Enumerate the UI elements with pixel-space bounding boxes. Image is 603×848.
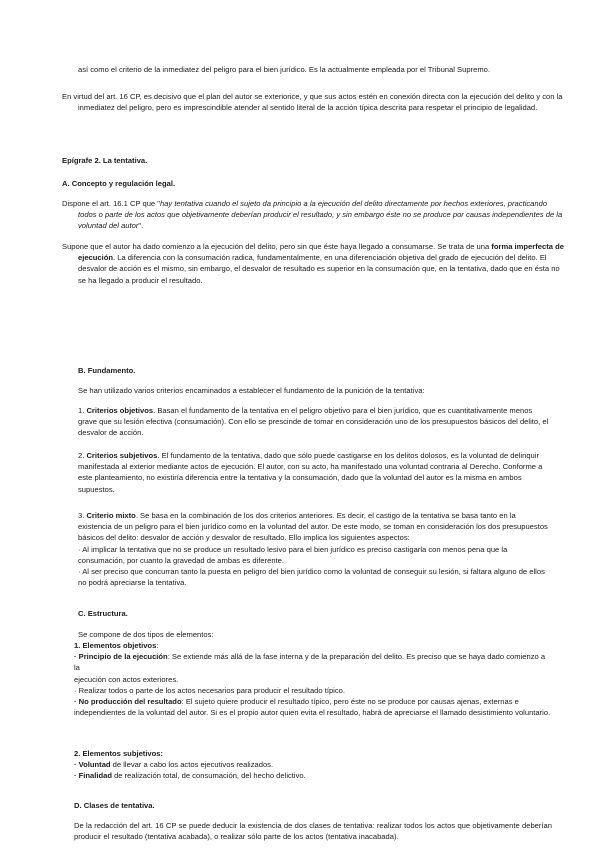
heading-estructura-text: C. Estructura.	[78, 609, 128, 618]
paragraph-clases	[74, 820, 552, 842]
no-produccion-resultado: · No producción del resultado: El sujeto quiere producir el resultado típico, pero éste no se produce por causas ajenas, externas e independientes de la voluntad del autor. Si es el propio autor quien evita el resultado, habrá de apreciarse el llamado desistimiento voluntario.	[74, 697, 551, 718]
criterio-subjetivo-text: . El fundamento de la tentativa, dado que sólo puede castigarse en los delitos dolosos, es la voluntad de delinquir manifestada al exterior mediante actos de ejecución. El autor, con su acto, ha manifestado una voluntad contraria al Derecho. Conforme a este planteamiento, no existiría diferencia entre la tentativa y la consumación, dado que la voluntad del autor es la misma en ambos supuestos.	[78, 451, 543, 494]
heading-concepto-text: A. Concepto y regulación legal.	[62, 179, 176, 188]
criterio-mixto-num: 3.	[78, 511, 87, 520]
dispone-quote: hay tentativa cuando el sujeto da principio a la ejecución del delito directamente por hechos exteriores, practicando todos o parte de los actos que objetivamente deberían producir el resultado, y sin embargo éste no se produce por causas independientes de la voluntad del autor	[78, 199, 563, 231]
criterio-objetivo-text: . Basan el fundamento de la tentativa en el peligro objetivo para el bien jurídico, que es cuantitativamente menos grave que su lesión efectiva (consumación). Con ello se prescinde de tomar en consideración uno de los presupuestos básicos del delito, el desvalor de acción.	[78, 406, 549, 438]
paragraph-criterios-text: Se han utilizado varios criterios encaminados a establecer el fundamento de la punición de la tentativa:	[78, 386, 425, 395]
criterio-mixto-title: Criterio mixto	[86, 511, 136, 520]
heading-epigrafe	[62, 155, 542, 166]
criterio-subjetivo	[78, 450, 550, 495]
elementos-objetivos-title: 1. Elementos objetivos:	[74, 641, 159, 650]
paragraph-supone	[62, 241, 566, 286]
dispone-pre: Dispone el art. 16.1 CP que "	[62, 199, 160, 208]
criterio-objetivo-num: 1.	[78, 406, 87, 415]
criterio-mixto-bullet-2: · Al ser preciso que concurran tanto la puesta en peligro del bien jurídico como la voluntad de conseguir su lesión, si faltara alguno de ellos no podrá apreciarse la tentativa.	[78, 567, 545, 588]
heading-clases	[74, 800, 552, 811]
criterio-objetivo	[78, 405, 550, 439]
heading-epigrafe-text: Epígrafe 2. La tentativa.	[62, 156, 148, 165]
estructura-intro-text: Se compone de dos tipos de elementos:	[78, 630, 214, 639]
finalidad-item: · Finalidad de realización total, de consumación, del hecho delictivo.	[74, 771, 306, 781]
paragraph-continuation	[78, 64, 558, 75]
principio-ejecucion-cont: ejecución con actos exteriores.	[74, 674, 179, 684]
elementos-subjetivos-title: 2. Elementos subjetivos:	[74, 749, 164, 758]
criterio-objetivo-title: Criterios objetivos	[86, 406, 154, 415]
principio-ejecucion: · Principio de la ejecución: Se extiende más allá de la fase interna y de la preparación del delito. Es preciso que se haya dado comienzo a la	[74, 652, 546, 673]
heading-concepto	[62, 178, 542, 189]
voluntad-item: · Voluntad de llevar a cabo los actos ejecutivos realizados.	[74, 760, 274, 770]
heading-estructura	[78, 608, 548, 619]
heading-fundamento	[78, 365, 548, 376]
estructura-intro	[78, 629, 550, 640]
supone-post: . La diferencia con la consumación radica, fundamentalmente, en una diferenciación objetiva del grado de ejecución del delito. El desvalor de acción es el mismo, sin embargo, el desvalor de resultado es superior en la consumación que, en la tentativa, dado que en ésta no se ha llegado a producir el resultado.	[78, 253, 560, 285]
realizar-actos: · Realizar todos o parte de los actos necesarios para producir el resultado típico.	[74, 685, 345, 695]
paragraph-criterios	[78, 385, 550, 396]
supone-bold: forma imperfecta de ejecución	[78, 242, 564, 263]
dispone-post: ".	[138, 221, 144, 231]
heading-fundamento-text: B. Fundamento.	[78, 366, 136, 375]
criterio-mixto	[78, 510, 550, 588]
paragraph-clases-text: De la redacción del art. 16 CP se puede deducir la existencia de dos clases de tentativa: realizar todos los actos que objetivamente deberían producir el resultado (tentativa acabada), o realizar sólo parte de los actos (tentativa inacabada).	[74, 821, 552, 842]
heading-clases-text: D. Clases de tentativa.	[74, 801, 155, 810]
criterio-subjetivo-num: 2.	[78, 451, 87, 460]
paragraph-continuation-text: así como el criterio de la inmediatez del peligro para el bien jurídico. Es la actualmente empleada por el Tribunal Supremo.	[78, 65, 490, 74]
supone-pre: Supone que el autor ha dado comienzo a la ejecución del delito, pero sin que éste haya llegado a consumarse. Se trata de una	[62, 242, 492, 251]
paragraph-dispone	[62, 198, 566, 232]
paragraph-en-virtud	[62, 91, 566, 113]
criterio-subjetivo-title: Criterios subjetivos	[86, 451, 158, 460]
criterio-mixto-text: . Se basa en la combinación de los dos criterios anteriores. Es decir, el castigo de la tentativa se basa tanto en la existencia de un peligro para el bien jurídico como en la voluntad del autor. De este modo, se toman en consideración los dos presupuestos básicos del delito: desvalor de acción y desvalor de resultado. Ello implica los siguientes aspectos:	[78, 511, 548, 543]
paragraph-en-virtud-text: En virtud del art. 16 CP, es decisivo que el plan del autor se exteriorice, y que sus actos estén en conexión directa con la ejecución del delito y con la inmediatez del peligro, pero es imprescindible atender al sentido literal de la acción típica descrita para respetar el principio de legalidad.	[62, 92, 563, 113]
criterio-mixto-bullet-1: · Al implicar la tentativa que no se produce un resultado lesivo para el bien jurídico es preciso castigarla con menos pena que la consumación, por cuanto la gravedad de ambas es diferente.	[78, 544, 508, 565]
estructura-elementos	[74, 640, 552, 718]
elementos-subjetivos	[74, 748, 552, 782]
